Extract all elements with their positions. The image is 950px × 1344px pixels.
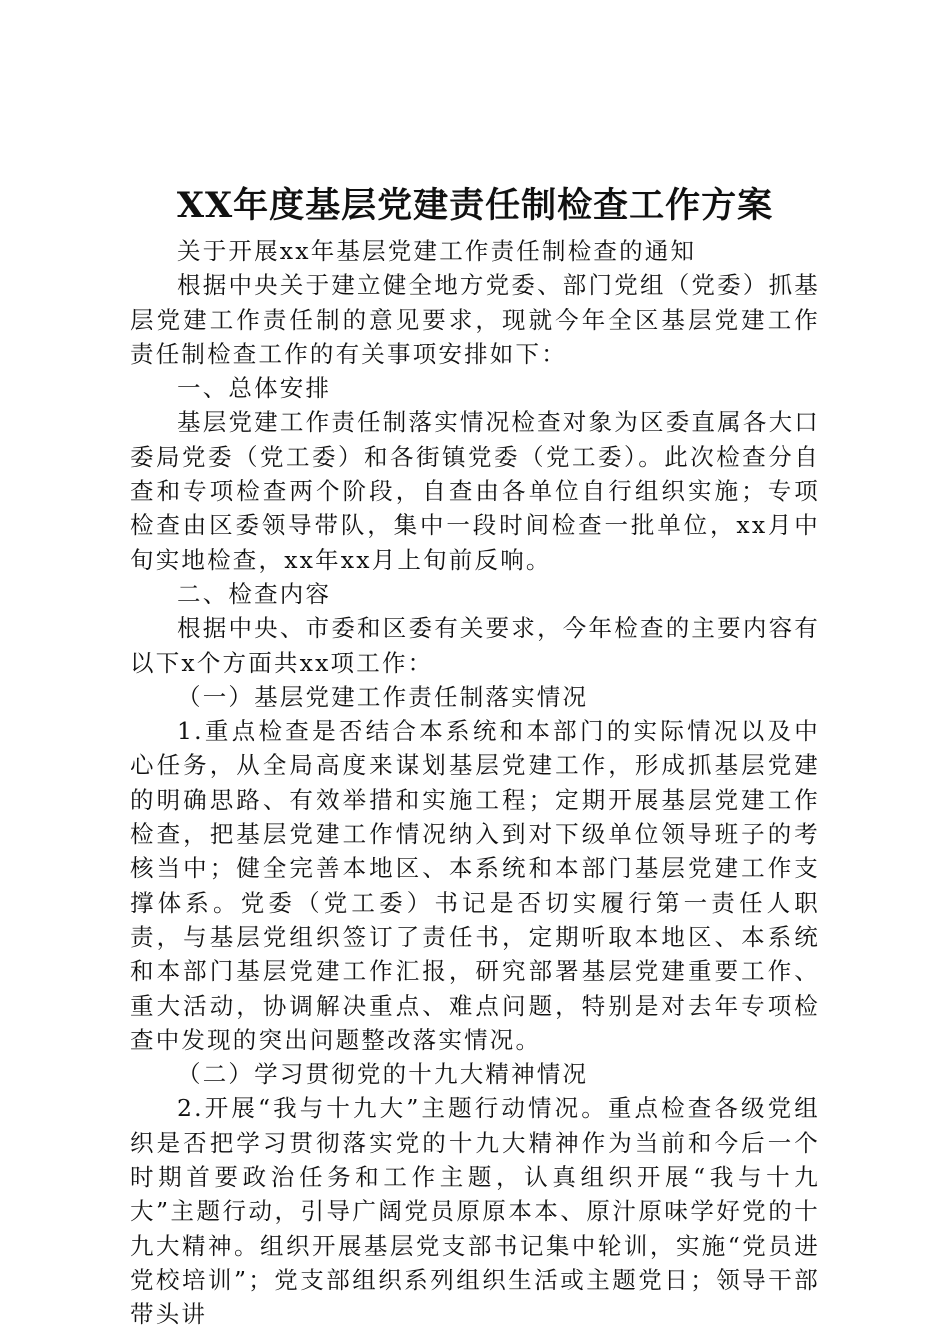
notice-heading: 关于开展xx年基层党建工作责任制检查的通知 bbox=[177, 237, 697, 265]
body-paragraph: 2.开展“我与十九大”主题行动情况。重点检查各级党组织是否把学习贯彻落实党的十九大精神作为当前和今后一个时期首要政治任务和工作主题，认真组织开展“我与十九大”主题行动，引导广阔党员原原本本、原汁原味学好党的十九大精神。组织开展基层党支部书记集中轮训，实施“党员进党校培训”；党支部组织系列组织生活或主题党日；领导干部带头讲 bbox=[130, 1094, 820, 1329]
document-body bbox=[130, 234, 820, 1332]
document-title: XX年度基层党建责任制检查工作方案 bbox=[176, 185, 774, 226]
subsection-heading-2: （二）学习贯彻党的十九大精神情况 bbox=[177, 1060, 589, 1089]
section-heading-1: 一、总体安排 bbox=[177, 374, 332, 403]
body-paragraph: 根据中央、市委和区委有关要求，今年检查的主要内容有以下x个方面共xx项工作： bbox=[130, 614, 820, 677]
intro-paragraph: 根据中央关于建立健全地方党委、部门党组（党委）抓基层党建工作责任制的意见要求，现就今年全区基层党建工作责任制检查工作的有关事项安排如下： bbox=[130, 271, 820, 368]
section-heading-2: 二、检查内容 bbox=[177, 579, 332, 608]
body-paragraph: 基层党建工作责任制落实情况检查对象为区委直属各大口委局党委（党工委）和各街镇党委（党工委）。此次检查分自查和专项检查两个阶段，自查由各单位自行组织实施；专项检查由区委领导带队，集中一段时间检查一批单位，xx月中旬实地检查，xx年xx月上旬前反响。 bbox=[130, 408, 820, 574]
body-paragraph: 1.重点检查是否结合本系统和本部门的实际情况以及中心任务，从全局高度来谋划基层党建工作，形成抓基层党建的明确思路、有效举措和实施工程；定期开展基层党建工作检查，把基层党建工作情况纳入到对下级单位领导班子的考核当中；健全完善本地区、本系统和本部门基层党建工作支撑体系。党委（党工委）书记是否切实履行第一责任人职责，与基层党组织签订了责任书，定期听取本地区、本系统和本部门基层党建工作汇报，研究部署基层党建重要工作、重大活动，协调解决重点、难点问题，特别是对去年专项检查中发现的突出问题整改落实情况。 bbox=[130, 717, 820, 1054]
subsection-heading-1: （一）基层党建工作责任制落实情况 bbox=[177, 682, 589, 711]
